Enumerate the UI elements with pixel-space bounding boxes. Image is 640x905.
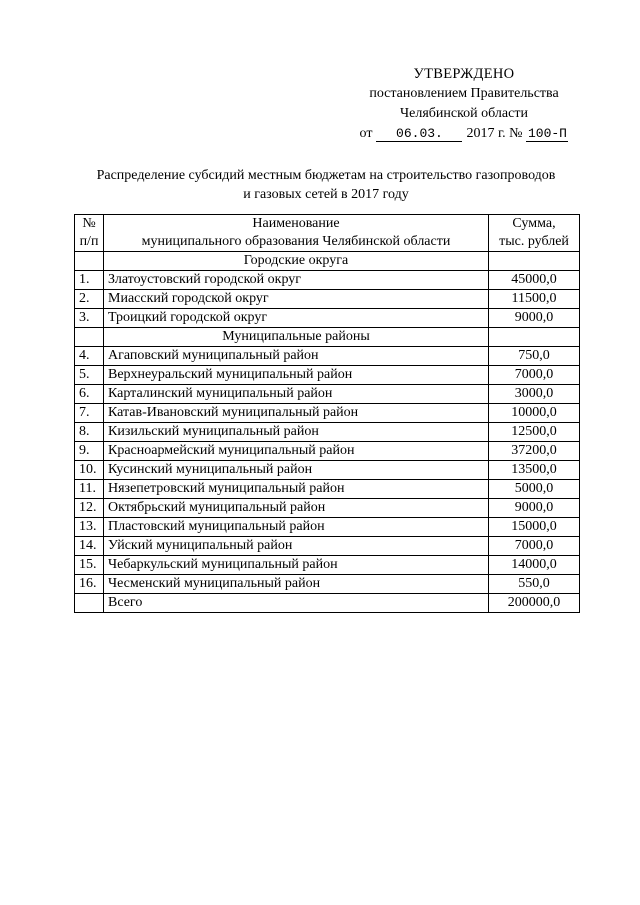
- title-line-1: Распределение субсидий местным бюджетам на строительство газопроводов: [96, 168, 556, 183]
- row-number: 2.: [75, 290, 104, 309]
- row-amount: 750,0: [489, 347, 580, 366]
- row-number: 9.: [75, 442, 104, 461]
- row-number: 5.: [75, 366, 104, 385]
- table-row: [75, 309, 580, 328]
- row-number: 8.: [75, 423, 104, 442]
- row-amount: 5000,0: [489, 480, 580, 499]
- approval-line-3: Челябинской области: [400, 106, 528, 121]
- section-empty-cell: [489, 328, 580, 347]
- section-empty-cell: [489, 252, 580, 271]
- table-row: [75, 385, 580, 404]
- table-header-row: [75, 215, 580, 252]
- row-name: Чебаркульский муниципальный район: [104, 556, 489, 575]
- row-name: Карталинский муниципальный район: [104, 385, 489, 404]
- approval-number: 100-П: [527, 126, 567, 141]
- table-row: [75, 518, 580, 537]
- row-number: 14.: [75, 537, 104, 556]
- approval-year: 2017 г. №: [466, 126, 523, 141]
- row-number: 12.: [75, 499, 104, 518]
- row-number: 1.: [75, 271, 104, 290]
- table-row: [75, 537, 580, 556]
- table-row: [75, 271, 580, 290]
- approval-date-line: [340, 124, 588, 144]
- row-amount: 7000,0: [489, 366, 580, 385]
- row-name: Кусинский муниципальный район: [104, 461, 489, 480]
- approval-heading: УТВЕРЖДЕНО: [413, 66, 515, 82]
- table-row: [75, 442, 580, 461]
- row-amount: 10000,0: [489, 404, 580, 423]
- header-number-line-1: №: [82, 216, 96, 231]
- row-number: 11.: [75, 480, 104, 499]
- row-name: Пластовский муниципальный район: [104, 518, 489, 537]
- row-amount: 45000,0: [489, 271, 580, 290]
- row-name: Верхнеуральский муниципальный район: [104, 366, 489, 385]
- row-name: Чесменский муниципальный район: [104, 575, 489, 594]
- header-name-line-2: муниципального образования Челябинской области: [141, 234, 451, 249]
- header-amount: [489, 215, 580, 252]
- table-row: [75, 290, 580, 309]
- row-name: Миасский городской округ: [104, 290, 489, 309]
- row-name: Уйский муниципальный район: [104, 537, 489, 556]
- row-number: 10.: [75, 461, 104, 480]
- header-amount-line-2: тыс. рублей: [499, 234, 569, 249]
- row-name: Нязепетровский муниципальный район: [104, 480, 489, 499]
- header-number-line-2: п/п: [79, 234, 99, 249]
- row-number: 6.: [75, 385, 104, 404]
- section-row-city-districts: [75, 252, 580, 271]
- row-number: 3.: [75, 309, 104, 328]
- total-number: [75, 594, 104, 613]
- subsidy-table: [74, 214, 580, 613]
- total-label: Всего: [104, 594, 489, 613]
- header-number: [75, 215, 104, 252]
- table-row: [75, 575, 580, 594]
- row-name: Октябрьский муниципальный район: [104, 499, 489, 518]
- row-name: Златоустовский городской округ: [104, 271, 489, 290]
- section-empty-cell: [75, 328, 104, 347]
- header-amount-line-1: Сумма,: [512, 216, 556, 231]
- row-name: Катав-Ивановский муниципальный район: [104, 404, 489, 423]
- section-label: Муниципальные районы: [104, 328, 489, 347]
- row-amount: 3000,0: [489, 385, 580, 404]
- table-row: [75, 499, 580, 518]
- row-number: 7.: [75, 404, 104, 423]
- row-amount: 9000,0: [489, 309, 580, 328]
- approval-date: 06.03.: [376, 126, 462, 142]
- row-amount: 14000,0: [489, 556, 580, 575]
- approval-stamp: [340, 64, 588, 144]
- row-number: 16.: [75, 575, 104, 594]
- section-empty-cell: [75, 252, 104, 271]
- table-row: [75, 423, 580, 442]
- table-row: [75, 461, 580, 480]
- row-name: Кизильский муниципальный район: [104, 423, 489, 442]
- row-amount: 9000,0: [489, 499, 580, 518]
- document-title: [70, 166, 582, 204]
- total-amount: 200000,0: [489, 594, 580, 613]
- table-row: [75, 404, 580, 423]
- section-label: Городские округа: [104, 252, 489, 271]
- table-row: [75, 366, 580, 385]
- table-row: [75, 556, 580, 575]
- row-name: Красноармейский муниципальный район: [104, 442, 489, 461]
- row-amount: 37200,0: [489, 442, 580, 461]
- table-row: [75, 347, 580, 366]
- section-row-municipal-districts: [75, 328, 580, 347]
- row-number: 4.: [75, 347, 104, 366]
- row-number: 13.: [75, 518, 104, 537]
- row-number: 15.: [75, 556, 104, 575]
- row-amount: 11500,0: [489, 290, 580, 309]
- date-prefix: от: [359, 126, 373, 141]
- row-amount: 12500,0: [489, 423, 580, 442]
- total-row: [75, 594, 580, 613]
- title-line-2: и газовых сетей в 2017 году: [243, 187, 409, 202]
- header-name-line-1: Наименование: [252, 216, 340, 231]
- row-amount: 13500,0: [489, 461, 580, 480]
- row-amount: 550,0: [489, 575, 580, 594]
- header-name: [104, 215, 489, 252]
- row-amount: 7000,0: [489, 537, 580, 556]
- row-name: Агаповский муниципальный район: [104, 347, 489, 366]
- row-amount: 15000,0: [489, 518, 580, 537]
- table-row: [75, 480, 580, 499]
- row-name: Троицкий городской округ: [104, 309, 489, 328]
- approval-line-2: постановлением Правительства: [369, 86, 559, 101]
